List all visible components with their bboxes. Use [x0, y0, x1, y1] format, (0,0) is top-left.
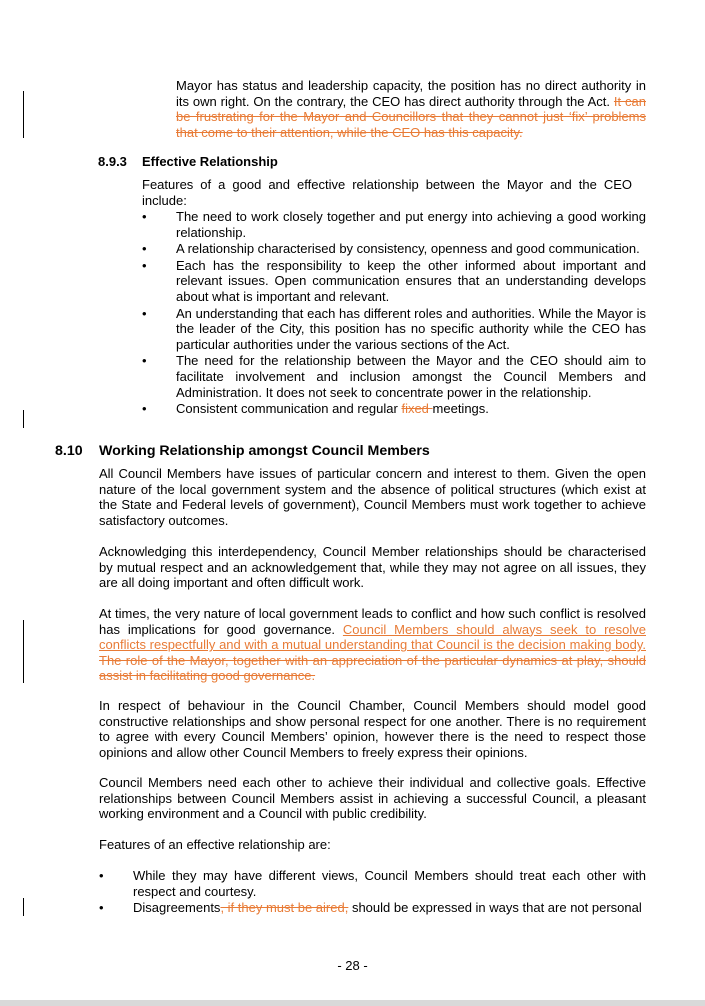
- deleted-text: , if they must be aired,: [220, 900, 349, 916]
- council-relationship-list: [99, 868, 646, 916]
- paragraph: All Council Members have issues of particular concern and interest to them. Given the open nature of the local government system and the absence of political structures (which exist at the State and Federal levels of government), Council Members must work together to achieve satisfactory outcomes.: [99, 466, 646, 528]
- deleted-text: fixed: [401, 401, 433, 417]
- section-title: Working Relationship amongst Council Members: [99, 443, 430, 459]
- list-item: • Each has the responsibility to keep the other informed about important and relevant issues. Open communication ensures that an understanding develops about what is important and relevant.: [142, 257, 646, 304]
- list-item: • While they may have different views, Council Members should treat each other with respect and courtesy.: [99, 868, 646, 899]
- section-title: Effective Relationship: [142, 154, 278, 169]
- list-item: • A relationship characterised by consistency, openness and good communication.: [142, 241, 640, 257]
- inserted-text: Council Members should always seek to resolve conflicts respectfully and with a mutual understanding that Council is the decision making body.: [99, 621, 646, 653]
- page-bottom-edge: [0, 1000, 705, 1006]
- list-item: • An understanding that each has different roles and authorities. While the Mayor is the leader of the City, this position has no specific authority while the CEO has particular authorities under the various sections of the Act.: [142, 305, 646, 352]
- paragraph: In respect of behaviour in the Council Chamber, Council Members should model good constructive relationships and show personal respect for one another. There is no requirement to agree with every Council Members’ opinion, however there is the need to respect those opinions and allow other Council Members to freely express their opinions.: [99, 698, 646, 760]
- change-bar: [23, 410, 24, 428]
- change-bar: [23, 898, 24, 916]
- section-number: 8.10: [55, 443, 83, 459]
- list-item: • The need to work closely together and put energy into achieving a good working relationship.: [142, 209, 646, 240]
- page-number: - 28 -: [337, 958, 368, 973]
- paragraph: Acknowledging this interdependency, Council Member relationships should be characterised by mutual respect and an acknowledgement that, while they may not agree on all issues, they are all doing important and often difficult work.: [99, 544, 646, 591]
- deleted-text: The role of the Mayor, together with an appreciation of the particular dynamics at play, should assist in facilitating good governance.: [99, 652, 646, 684]
- change-bar: [23, 620, 24, 683]
- effective-relationship-list: [142, 209, 646, 417]
- change-bar: [23, 91, 24, 138]
- section-number: 8.9.3: [98, 154, 127, 169]
- section-heading-8-9-3: [98, 154, 646, 170]
- list-item: • The need for the relationship between the Mayor and the CEO should aim to facilitate involvement and inclusion amongst the Council Members and Administration. It does not seek to concentrate power in the relationship.: [142, 353, 646, 400]
- paragraph: At times, the very nature of local government leads to conflict and how such conflict is resolved has implications for good governance. Council Members should always seek to resolve conflicts respectfully and with a mutual understanding that Council is the decision making body. The role of the Mayor, together with an appreciation of the particular dynamics at play, should assist in facilitating good governance.: [99, 606, 646, 684]
- intro-paragraph: [176, 78, 646, 140]
- list-item: • Disagreements, if they must be aired, should be expressed in ways that are not personal: [99, 900, 642, 916]
- paragraph: Council Members need each other to achieve their individual and collective goals. Effective relationships between Council Members assist in achieving a successful Council, a pleasant working environment and a Council with public credibility.: [99, 775, 646, 822]
- paragraph: Features of an effective relationship are:: [99, 837, 331, 852]
- intro-text: Mayor has status and leadership capacity, the position has no direct authority in its own right. On the contrary, the CEO has direct authority through the Act.: [176, 78, 646, 109]
- deleted-text: It can be frustrating for the Mayor and Councillors that they cannot just ‘fix’ problems that come to their attention, while the CEO has this capacity.: [176, 93, 646, 140]
- section-heading-8-10: [55, 443, 646, 461]
- list-item: • Consistent communication and regular fixed meetings.: [142, 401, 489, 417]
- section-intro-paragraph: Features of a good and effective relationship between the Mayor and the CEO include:: [142, 177, 632, 208]
